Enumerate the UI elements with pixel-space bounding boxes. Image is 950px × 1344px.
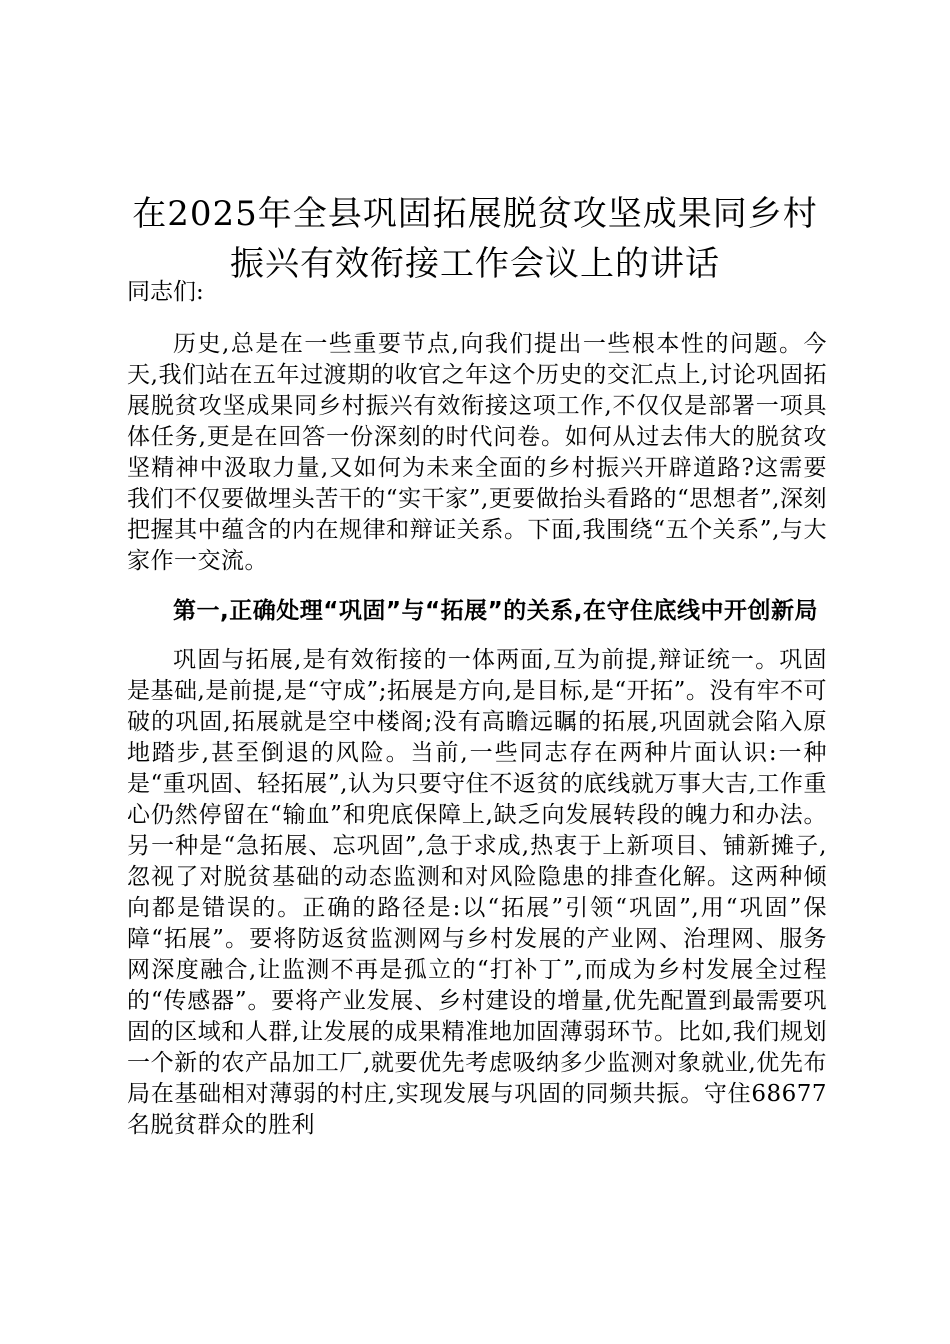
- document-body: [127, 273, 827, 1141]
- title-line-1: 在2025年全县巩固拓展脱贫攻坚成果同乡村: [132, 193, 818, 234]
- title-line-2: 振兴有效衔接工作会议上的讲话: [230, 243, 720, 284]
- section-1-heading: 第一,正确处理“巩固”与“拓展”的关系,在守住底线中开创新局: [173, 598, 818, 624]
- salutation: 同志们:: [127, 279, 204, 305]
- intro-paragraph: 历史,总是在一些重要节点,向我们提出一些根本性的问题。今天,我们站在五年过渡期的收官之年这个历史的交汇点上,讨论巩固拓展脱贫攻坚成果同乡村振兴有效衔接这项工作,不仅仅是部署一项具体任务,更是在回答一份深刻的时代问卷。如何从过去伟大的脱贫攻坚精神中汲取力量,又如何为未来全面的乡村振兴开辟道路?这需要我们不仅要做埋头苦干的“实干家”,更要做抬头看路的“思想者”,深刻把握其中蕴含的内在规律和辩证关系。下面,我围绕“五个关系”,与大家作一交流。: [127, 331, 827, 574]
- section-1-paragraph: 巩固与拓展,是有效衔接的一体两面,互为前提,辩证统一。巩固是基础,是前提,是“守成”;拓展是方向,是目标,是“开拓”。没有牢不可破的巩固,拓展就是空中楼阁;没有高瞻远瞩的拓展,巩固就会陷入原地踏步,甚至倒退的风险。当前,一些同志存在两种片面认识:一种是“重巩固、轻拓展”,认为只要守住不返贫的底线就万事大吉,工作重心仍然停留在“输血”和兜底保障上,缺乏向发展转段的魄力和办法。另一种是“急拓展、忘巩固”,急于求成,热衷于上新项目、铺新摊子,忽视了对脱贫基础的动态监测和对风险隐患的排查化解。这两种倾向都是错误的。正确的路径是:以“拓展”引领“巩固”,用“巩固”保障“拓展”。要将防返贫监测网与乡村发展的产业网、治理网、服务网深度融合,让监测不再是孤立的“打补丁”,而成为乡村发展全过程的“传感器”。要将产业发展、乡村建设的增量,优先配置到最需要巩固的区域和人群,让发展的成果精准地加固薄弱环节。比如,我们规划一个新的农产品加工厂,就要优先考虑吸纳多少监测对象就业,优先布局在基础相对薄弱的村庄,实现发展与巩固的同频共振。守住68677名脱贫群众的胜利: [127, 647, 827, 1138]
